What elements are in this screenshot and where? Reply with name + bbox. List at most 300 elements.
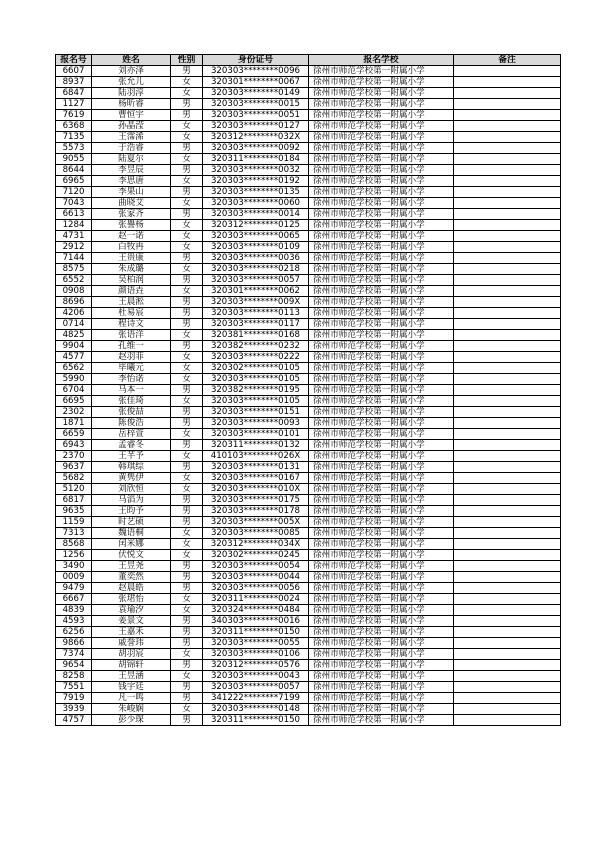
table-row	[56, 407, 561, 418]
table-row	[56, 682, 561, 693]
table-row	[56, 583, 561, 594]
school-cell: 徐州市师范学校第一附属小学	[309, 649, 454, 660]
name-cell: 马本一	[92, 385, 171, 396]
gender-cell: 男	[171, 319, 203, 330]
gender-cell: 女	[171, 264, 203, 275]
school-cell: 徐州市师范学校第一附属小学	[309, 583, 454, 594]
gender-cell: 男	[171, 517, 203, 528]
id-number-cell: 320303********0101	[203, 429, 309, 440]
gender-cell: 男	[171, 110, 203, 121]
id-number-cell: 320312********0576	[203, 660, 309, 671]
school-cell: 徐州市师范学校第一附属小学	[309, 561, 454, 572]
id-number-cell: 320303********0113	[203, 308, 309, 319]
remarks-cell	[454, 495, 561, 506]
school-cell: 徐州市师范学校第一附属小学	[309, 308, 454, 319]
school-cell: 徐州市师范学校第一附属小学	[309, 88, 454, 99]
id-number-cell: 320303********0055	[203, 638, 309, 649]
registration-no-cell: 6943	[56, 440, 92, 451]
id-number-cell: 320303********0151	[203, 407, 309, 418]
table-row	[56, 352, 561, 363]
name-cell: 王芊予	[92, 451, 171, 462]
school-cell: 徐州市师范学校第一附属小学	[309, 242, 454, 253]
name-cell: 马滔为	[92, 495, 171, 506]
name-cell: 王贵康	[92, 253, 171, 264]
school-cell: 徐州市师范学校第一附属小学	[309, 605, 454, 616]
gender-cell: 女	[171, 550, 203, 561]
name-cell: 黄隽伊	[92, 473, 171, 484]
registration-no-cell: 1159	[56, 517, 92, 528]
school-cell: 徐州市师范学校第一附属小学	[309, 407, 454, 418]
registration-no-cell: 3490	[56, 561, 92, 572]
table-row	[56, 638, 561, 649]
registration-no-cell: 9654	[56, 660, 92, 671]
school-cell: 徐州市师范学校第一附属小学	[309, 418, 454, 429]
name-cell: 姜景文	[92, 616, 171, 627]
gender-cell: 女	[171, 429, 203, 440]
id-number-cell: 320301********0062	[203, 286, 309, 297]
table-row	[56, 671, 561, 682]
gender-cell: 女	[171, 374, 203, 385]
name-cell: 陆夏尔	[92, 154, 171, 165]
name-cell: 孟睿冬	[92, 440, 171, 451]
registration-no-cell: 8258	[56, 671, 92, 682]
registration-no-cell: 2302	[56, 407, 92, 418]
registration-no-cell: 6659	[56, 429, 92, 440]
name-cell: 李怡诺	[92, 374, 171, 385]
table-row	[56, 396, 561, 407]
school-cell: 徐州市师范学校第一附属小学	[309, 286, 454, 297]
remarks-cell	[454, 561, 561, 572]
id-number-cell: 320303********0178	[203, 506, 309, 517]
name-cell: 张珺怡	[92, 594, 171, 605]
gender-cell: 男	[171, 209, 203, 220]
name-cell: 李果山	[92, 187, 171, 198]
table-row	[56, 528, 561, 539]
school-cell: 徐州市师范学校第一附属小学	[309, 187, 454, 198]
school-cell: 徐州市师范学校第一附属小学	[309, 594, 454, 605]
table-row	[56, 517, 561, 528]
gender-cell: 男	[171, 418, 203, 429]
table-row	[56, 286, 561, 297]
gender-cell: 男	[171, 715, 203, 726]
id-number-cell: 320312********034X	[203, 539, 309, 550]
id-number-cell: 320303********0032	[203, 165, 309, 176]
remarks-cell	[454, 165, 561, 176]
gender-cell: 男	[171, 583, 203, 594]
remarks-cell	[454, 671, 561, 682]
remarks-cell	[454, 275, 561, 286]
id-number-cell: 340303********0016	[203, 616, 309, 627]
registration-table	[55, 54, 561, 726]
name-cell: 彭少琛	[92, 715, 171, 726]
table-row	[56, 506, 561, 517]
school-cell: 徐州市师范学校第一附属小学	[309, 209, 454, 220]
name-cell: 孔维一	[92, 341, 171, 352]
gender-cell: 女	[171, 451, 203, 462]
table-body	[56, 66, 561, 726]
id-number-cell: 320303********0135	[203, 187, 309, 198]
table-row	[56, 561, 561, 572]
name-cell: 陈俊浩	[92, 418, 171, 429]
name-cell: 凡一鸣	[92, 693, 171, 704]
table-row	[56, 341, 561, 352]
name-cell: 岳梓萱	[92, 429, 171, 440]
header-row	[56, 55, 561, 66]
registration-no-cell: 6552	[56, 275, 92, 286]
school-cell: 徐州市师范学校第一附属小学	[309, 616, 454, 627]
remarks-cell	[454, 627, 561, 638]
id-number-cell: 320303********0065	[203, 231, 309, 242]
school-cell: 徐州市师范学校第一附属小学	[309, 363, 454, 374]
table-row	[56, 132, 561, 143]
school-cell: 徐州市师范学校第一附属小学	[309, 231, 454, 242]
remarks-cell	[454, 77, 561, 88]
gender-cell: 女	[171, 528, 203, 539]
name-cell: 刘亦泽	[92, 66, 171, 77]
name-cell: 吴柏润	[92, 275, 171, 286]
remarks-cell	[454, 660, 561, 671]
registration-no-cell: 0908	[56, 286, 92, 297]
registration-no-cell: 0009	[56, 572, 92, 583]
remarks-cell	[454, 374, 561, 385]
table-row	[56, 484, 561, 495]
id-number-cell: 320303********0167	[203, 473, 309, 484]
remarks-cell	[454, 484, 561, 495]
registration-no-cell: 6847	[56, 88, 92, 99]
registration-no-cell: 9479	[56, 583, 92, 594]
remarks-cell	[454, 132, 561, 143]
registration-no-cell: 1256	[56, 550, 92, 561]
gender-cell: 女	[171, 154, 203, 165]
gender-cell: 女	[171, 484, 203, 495]
id-number-cell: 320303********0105	[203, 396, 309, 407]
gender-cell: 女	[171, 132, 203, 143]
remarks-cell	[454, 253, 561, 264]
remarks-cell	[454, 187, 561, 198]
gender-cell: 男	[171, 308, 203, 319]
school-cell: 徐州市师范学校第一附属小学	[309, 110, 454, 121]
school-cell: 徐州市师范学校第一附属小学	[309, 66, 454, 77]
remarks-cell	[454, 528, 561, 539]
remarks-cell	[454, 638, 561, 649]
registration-no-cell: 8937	[56, 77, 92, 88]
registration-no-cell: 9055	[56, 154, 92, 165]
registration-no-cell: 7374	[56, 649, 92, 660]
id-number-cell: 320303********0014	[203, 209, 309, 220]
registration-no-cell: 5682	[56, 473, 92, 484]
gender-cell: 女	[171, 330, 203, 341]
table-row	[56, 66, 561, 77]
remarks-cell	[454, 341, 561, 352]
gender-cell: 男	[171, 440, 203, 451]
id-number-cell: 320302********0105	[203, 363, 309, 374]
gender-cell: 女	[171, 605, 203, 616]
remarks-cell	[454, 385, 561, 396]
id-number-cell: 320303********0148	[203, 704, 309, 715]
school-cell: 徐州市师范学校第一附属小学	[309, 704, 454, 715]
name-cell: 胡羽宸	[92, 649, 171, 660]
remarks-cell	[454, 220, 561, 231]
id-number-cell: 320311********0132	[203, 440, 309, 451]
remarks-cell	[454, 330, 561, 341]
table-row	[56, 594, 561, 605]
gender-cell: 男	[171, 341, 203, 352]
id-number-cell: 320303********0096	[203, 66, 309, 77]
gender-cell: 男	[171, 165, 203, 176]
remarks-cell	[454, 110, 561, 121]
gender-cell: 男	[171, 561, 203, 572]
table-row	[56, 693, 561, 704]
name-cell: 孙晶滢	[92, 121, 171, 132]
remarks-cell	[454, 198, 561, 209]
gender-cell: 女	[171, 594, 203, 605]
school-cell: 徐州市师范学校第一附属小学	[309, 517, 454, 528]
remarks-cell	[454, 363, 561, 374]
table-row	[56, 99, 561, 110]
id-number-cell: 320303********0222	[203, 352, 309, 363]
table-row	[56, 374, 561, 385]
school-cell: 徐州市师范学校第一附属小学	[309, 253, 454, 264]
registration-no-cell: 7144	[56, 253, 92, 264]
gender-cell: 男	[171, 143, 203, 154]
school-cell: 徐州市师范学校第一附属小学	[309, 462, 454, 473]
school-cell: 徐州市师范学校第一附属小学	[309, 132, 454, 143]
id-number-cell: 320303********0105	[203, 374, 309, 385]
name-cell: 袁瑜汐	[92, 605, 171, 616]
registration-no-cell: 6607	[56, 66, 92, 77]
id-number-cell: 320303********0054	[203, 561, 309, 572]
remarks-cell	[454, 143, 561, 154]
name-cell: 张家齐	[92, 209, 171, 220]
table-row	[56, 418, 561, 429]
remarks-cell	[454, 605, 561, 616]
school-cell: 徐州市师范学校第一附属小学	[309, 660, 454, 671]
name-cell: 于浩睿	[92, 143, 171, 154]
name-cell: 李思唐	[92, 176, 171, 187]
remarks-cell	[454, 616, 561, 627]
table-row	[56, 220, 561, 231]
school-cell: 徐州市师范学校第一附属小学	[309, 352, 454, 363]
table-row	[56, 88, 561, 99]
table-row	[56, 572, 561, 583]
gender-cell: 女	[171, 396, 203, 407]
table-row	[56, 330, 561, 341]
remarks-cell	[454, 440, 561, 451]
table-row	[56, 308, 561, 319]
school-cell: 徐州市师范学校第一附属小学	[309, 715, 454, 726]
table-row	[56, 462, 561, 473]
id-number-cell: 320303********0056	[203, 583, 309, 594]
registration-no-cell: 6704	[56, 385, 92, 396]
remarks-cell	[454, 209, 561, 220]
table-row	[56, 176, 561, 187]
gender-cell: 男	[171, 495, 203, 506]
registration-no-cell: 6613	[56, 209, 92, 220]
id-number-cell: 320311********0024	[203, 594, 309, 605]
name-cell: 魏语桐	[92, 528, 171, 539]
name-cell: 张俊喆	[92, 407, 171, 418]
registration-no-cell: 7043	[56, 198, 92, 209]
remarks-cell	[454, 176, 561, 187]
header-registration-no: 报名号	[56, 55, 92, 66]
remarks-cell	[454, 264, 561, 275]
school-cell: 徐州市师范学校第一附属小学	[309, 341, 454, 352]
name-cell: 李昱辰	[92, 165, 171, 176]
gender-cell: 男	[171, 253, 203, 264]
table-row	[56, 704, 561, 715]
remarks-cell	[454, 66, 561, 77]
gender-cell: 男	[171, 616, 203, 627]
id-number-cell: 320303********0051	[203, 110, 309, 121]
name-cell: 赵一诺	[92, 231, 171, 242]
name-cell: 时艺硕	[92, 517, 171, 528]
school-cell: 徐州市师范学校第一附属小学	[309, 572, 454, 583]
id-number-cell: 320311********0150	[203, 715, 309, 726]
id-number-cell: 320382********0232	[203, 341, 309, 352]
remarks-cell	[454, 121, 561, 132]
school-cell: 徐州市师范学校第一附属小学	[309, 297, 454, 308]
registration-no-cell: 4731	[56, 231, 92, 242]
name-cell: 颜语垚	[92, 286, 171, 297]
registration-no-cell: 9904	[56, 341, 92, 352]
id-number-cell: 320303********0044	[203, 572, 309, 583]
registration-no-cell: 4757	[56, 715, 92, 726]
school-cell: 徐州市师范学校第一附属小学	[309, 473, 454, 484]
name-cell: 张允儿	[92, 77, 171, 88]
school-cell: 徐州市师范学校第一附属小学	[309, 506, 454, 517]
registration-no-cell: 6368	[56, 121, 92, 132]
table-row	[56, 143, 561, 154]
id-number-cell: 320303********0093	[203, 418, 309, 429]
school-cell: 徐州市师范学校第一附属小学	[309, 385, 454, 396]
school-cell: 徐州市师范学校第一附属小学	[309, 682, 454, 693]
id-number-cell: 320382********0195	[203, 385, 309, 396]
name-cell: 董奕然	[92, 572, 171, 583]
id-number-cell: 320303********0060	[203, 198, 309, 209]
gender-cell: 男	[171, 660, 203, 671]
name-cell: 杨昕睿	[92, 99, 171, 110]
school-cell: 徐州市师范学校第一附属小学	[309, 440, 454, 451]
remarks-cell	[454, 429, 561, 440]
gender-cell: 女	[171, 77, 203, 88]
remarks-cell	[454, 550, 561, 561]
gender-cell: 男	[171, 297, 203, 308]
header-school: 报名学校	[309, 55, 454, 66]
name-cell: 戚誉玮	[92, 638, 171, 649]
remarks-cell	[454, 715, 561, 726]
remarks-cell	[454, 154, 561, 165]
remarks-cell	[454, 539, 561, 550]
registration-no-cell: 4577	[56, 352, 92, 363]
id-number-cell: 320303********0117	[203, 319, 309, 330]
name-cell: 程诗文	[92, 319, 171, 330]
gender-cell: 女	[171, 286, 203, 297]
remarks-cell	[454, 506, 561, 517]
remarks-cell	[454, 418, 561, 429]
gender-cell: 女	[171, 198, 203, 209]
school-cell: 徐州市师范学校第一附属小学	[309, 99, 454, 110]
name-cell: 杜易宸	[92, 308, 171, 319]
name-cell: 王昀予	[92, 506, 171, 517]
registration-no-cell: 1127	[56, 99, 92, 110]
gender-cell: 女	[171, 363, 203, 374]
remarks-cell	[454, 88, 561, 99]
registration-no-cell: 5120	[56, 484, 92, 495]
table-row	[56, 385, 561, 396]
id-number-cell: 320303********0149	[203, 88, 309, 99]
id-number-cell: 320324********0484	[203, 605, 309, 616]
header-name: 姓名	[92, 55, 171, 66]
name-cell: 韩琪综	[92, 462, 171, 473]
gender-cell: 女	[171, 473, 203, 484]
registration-no-cell: 8568	[56, 539, 92, 550]
id-number-cell: 320303********0015	[203, 99, 309, 110]
gender-cell: 男	[171, 693, 203, 704]
school-cell: 徐州市师范学校第一附属小学	[309, 330, 454, 341]
remarks-cell	[454, 473, 561, 484]
name-cell: 白牧冉	[92, 242, 171, 253]
remarks-cell	[454, 682, 561, 693]
registration-no-cell: 7120	[56, 187, 92, 198]
school-cell: 徐州市师范学校第一附属小学	[309, 264, 454, 275]
school-cell: 徐州市师范学校第一附属小学	[309, 154, 454, 165]
remarks-cell	[454, 451, 561, 462]
gender-cell: 男	[171, 407, 203, 418]
remarks-cell	[454, 297, 561, 308]
header-gender: 性别	[171, 55, 203, 66]
remarks-cell	[454, 704, 561, 715]
gender-cell: 男	[171, 506, 203, 517]
school-cell: 徐州市师范学校第一附属小学	[309, 77, 454, 88]
id-number-cell: 410103********026X	[203, 451, 309, 462]
name-cell: 曲晓艾	[92, 198, 171, 209]
table-row	[56, 231, 561, 242]
remarks-cell	[454, 583, 561, 594]
school-cell: 徐州市师范学校第一附属小学	[309, 429, 454, 440]
name-cell: 闰米娜	[92, 539, 171, 550]
table-row	[56, 495, 561, 506]
name-cell: 张语洋	[92, 330, 171, 341]
registration-no-cell: 1284	[56, 220, 92, 231]
registration-no-cell: 8644	[56, 165, 92, 176]
table-row	[56, 363, 561, 374]
remarks-cell	[454, 407, 561, 418]
gender-cell: 男	[171, 187, 203, 198]
gender-cell: 女	[171, 649, 203, 660]
school-cell: 徐州市师范学校第一附属小学	[309, 165, 454, 176]
table-row	[56, 165, 561, 176]
gender-cell: 男	[171, 682, 203, 693]
remarks-cell	[454, 396, 561, 407]
registration-no-cell: 6965	[56, 176, 92, 187]
remarks-cell	[454, 594, 561, 605]
table-row	[56, 451, 561, 462]
school-cell: 徐州市师范学校第一附属小学	[309, 176, 454, 187]
gender-cell: 女	[171, 121, 203, 132]
name-cell: 胡锦轩	[92, 660, 171, 671]
school-cell: 徐州市师范学校第一附属小学	[309, 275, 454, 286]
name-cell: 王昱尧	[92, 561, 171, 572]
registration-no-cell: 6695	[56, 396, 92, 407]
name-cell: 刘欣恒	[92, 484, 171, 495]
name-cell: 曹恒宇	[92, 110, 171, 121]
name-cell: 朱成璐	[92, 264, 171, 275]
table-row	[56, 209, 561, 220]
id-number-cell: 320303********010X	[203, 484, 309, 495]
registration-no-cell: 7551	[56, 682, 92, 693]
registration-no-cell: 4593	[56, 616, 92, 627]
id-number-cell: 320303********0092	[203, 143, 309, 154]
